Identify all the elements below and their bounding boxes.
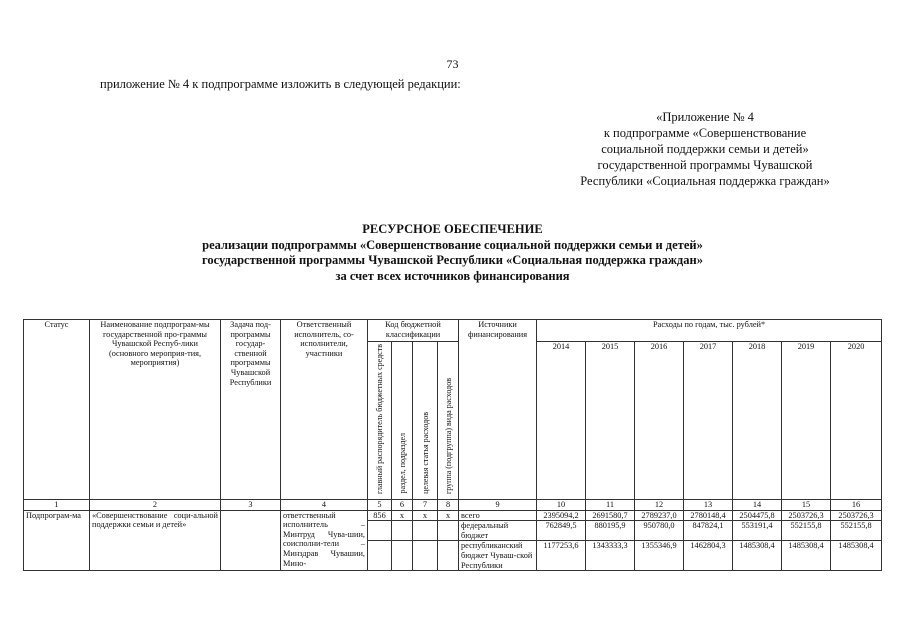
- row-executor: ответственный исполнитель – Минтруд Чува-шии, соисполни-тели – Минздрав Чувашии, Мино-: [281, 510, 368, 571]
- heading-line: за счет всех источников финансирования: [335, 268, 570, 283]
- intro-text: приложение № 4 к подпрограмме изложить в следующей редакции:: [100, 77, 461, 91]
- expense-value: 762849,5: [537, 521, 586, 541]
- expense-value: 2504475,8: [733, 510, 782, 521]
- header-code-section: раздел, подраздел: [392, 342, 413, 500]
- source-label: всего: [459, 510, 537, 521]
- column-number: 14: [733, 499, 782, 510]
- expense-value: 2789237,0: [635, 510, 684, 521]
- source-label: федеральный бюджет: [459, 521, 537, 541]
- row-code-empty: [368, 521, 392, 541]
- expense-value: 1177253,6: [537, 541, 586, 571]
- expense-value: 950780,0: [635, 521, 684, 541]
- row-status: Подпрограм-ма: [24, 510, 90, 571]
- header-code-target: целевая статья расходов: [413, 342, 438, 500]
- row-code: x: [413, 510, 438, 521]
- expense-value: 553191,4: [733, 521, 782, 541]
- column-number: 10: [537, 499, 586, 510]
- row-code-empty: [413, 541, 438, 571]
- header-executor: Ответственный исполнитель, со-исполнители, участники: [281, 320, 368, 500]
- expense-value: 1485308,4: [831, 541, 882, 571]
- column-number: 4: [281, 499, 368, 510]
- expense-value: 552155,8: [782, 521, 831, 541]
- expense-value: 1485308,4: [782, 541, 831, 571]
- header-name: Наименование подпрограм-мы государственной про-граммы Чувашской Респуб-лики (основного мероприя-тия, мероприятия): [90, 320, 221, 500]
- column-number: 7: [413, 499, 438, 510]
- header-year: 2017: [684, 342, 733, 500]
- header-task: Задача под-программы государ-ственной программы Чувашской Республики: [221, 320, 281, 500]
- column-number: 6: [392, 499, 413, 510]
- header-expenses: Расходы по годам, тыс. рублей*: [537, 320, 882, 342]
- header-year: 2020: [831, 342, 882, 500]
- column-number: 9: [459, 499, 537, 510]
- expense-value: 2503726,3: [782, 510, 831, 521]
- expense-value: 2691580,7: [586, 510, 635, 521]
- row-code-empty: [438, 541, 459, 571]
- column-number: 12: [635, 499, 684, 510]
- row-code-empty: [438, 521, 459, 541]
- appendix-block: [545, 109, 865, 189]
- appendix-line: социальной поддержки семьи и детей»: [601, 142, 809, 156]
- header-code-group: группа (подгруппа) вида расходов: [438, 342, 459, 500]
- column-number: 2: [90, 499, 221, 510]
- column-number: 13: [684, 499, 733, 510]
- expense-value: 880195,9: [586, 521, 635, 541]
- expense-value: 2503726,3: [831, 510, 882, 521]
- page-number: 73: [446, 57, 459, 71]
- header-year: 2019: [782, 342, 831, 500]
- expense-value: 2395094,2: [537, 510, 586, 521]
- header-year: 2015: [586, 342, 635, 500]
- source-label: республиканский бюджет Чуваш-ской Республики: [459, 541, 537, 571]
- expense-value: 552155,8: [831, 521, 882, 541]
- header-year: 2016: [635, 342, 684, 500]
- row-code-empty: [392, 521, 413, 541]
- header-budget-code: Код бюджетной классификации: [368, 320, 459, 342]
- column-number: 5: [368, 499, 392, 510]
- resource-table: [23, 319, 882, 571]
- column-number: 11: [586, 499, 635, 510]
- column-number-row: [24, 499, 882, 510]
- header-year: 2018: [733, 342, 782, 500]
- row-code: x: [392, 510, 413, 521]
- header-sources: Источники финансирования: [459, 320, 537, 500]
- expense-value: 1343333,3: [586, 541, 635, 571]
- column-number: 1: [24, 499, 90, 510]
- header-status: Статус: [24, 320, 90, 500]
- column-number: 3: [221, 499, 281, 510]
- row-code-empty: [368, 541, 392, 571]
- heading-title: РЕСУРСНОЕ ОБЕСПЕЧЕНИЕ: [362, 222, 543, 236]
- appendix-line: к подпрограмме «Совершенствование: [603, 126, 807, 140]
- expense-value: 1355346,9: [635, 541, 684, 571]
- column-number: 16: [831, 499, 882, 510]
- row-code-empty: [392, 541, 413, 571]
- column-number: 15: [782, 499, 831, 510]
- row-code: 856: [368, 510, 392, 521]
- appendix-line: «Приложение № 4: [656, 110, 754, 124]
- table-row: [24, 510, 882, 521]
- row-name: «Совершенствование соци-альной поддержки семьи и детей»: [90, 510, 221, 571]
- expense-value: 1462804,3: [684, 541, 733, 571]
- row-task: [221, 510, 281, 571]
- header-code-main-manager: главный распорядитель бюджетных средств: [368, 342, 392, 500]
- document-heading: [0, 222, 905, 284]
- row-code-empty: [413, 521, 438, 541]
- header-year: 2014: [537, 342, 586, 500]
- heading-line: государственной программы Чувашской Республики «Социальная поддержка граждан»: [202, 253, 703, 267]
- appendix-line: государственной программы Чувашской: [597, 158, 813, 172]
- row-code: x: [438, 510, 459, 521]
- heading-line: реализации подпрограммы «Совершенствование социальной поддержки семьи и детей»: [202, 237, 703, 252]
- expense-value: 847824,1: [684, 521, 733, 541]
- expense-value: 1485308,4: [733, 541, 782, 571]
- expense-value: 2780148,4: [684, 510, 733, 521]
- appendix-line: Республики «Социальная поддержка граждан»: [580, 174, 830, 188]
- column-number: 8: [438, 499, 459, 510]
